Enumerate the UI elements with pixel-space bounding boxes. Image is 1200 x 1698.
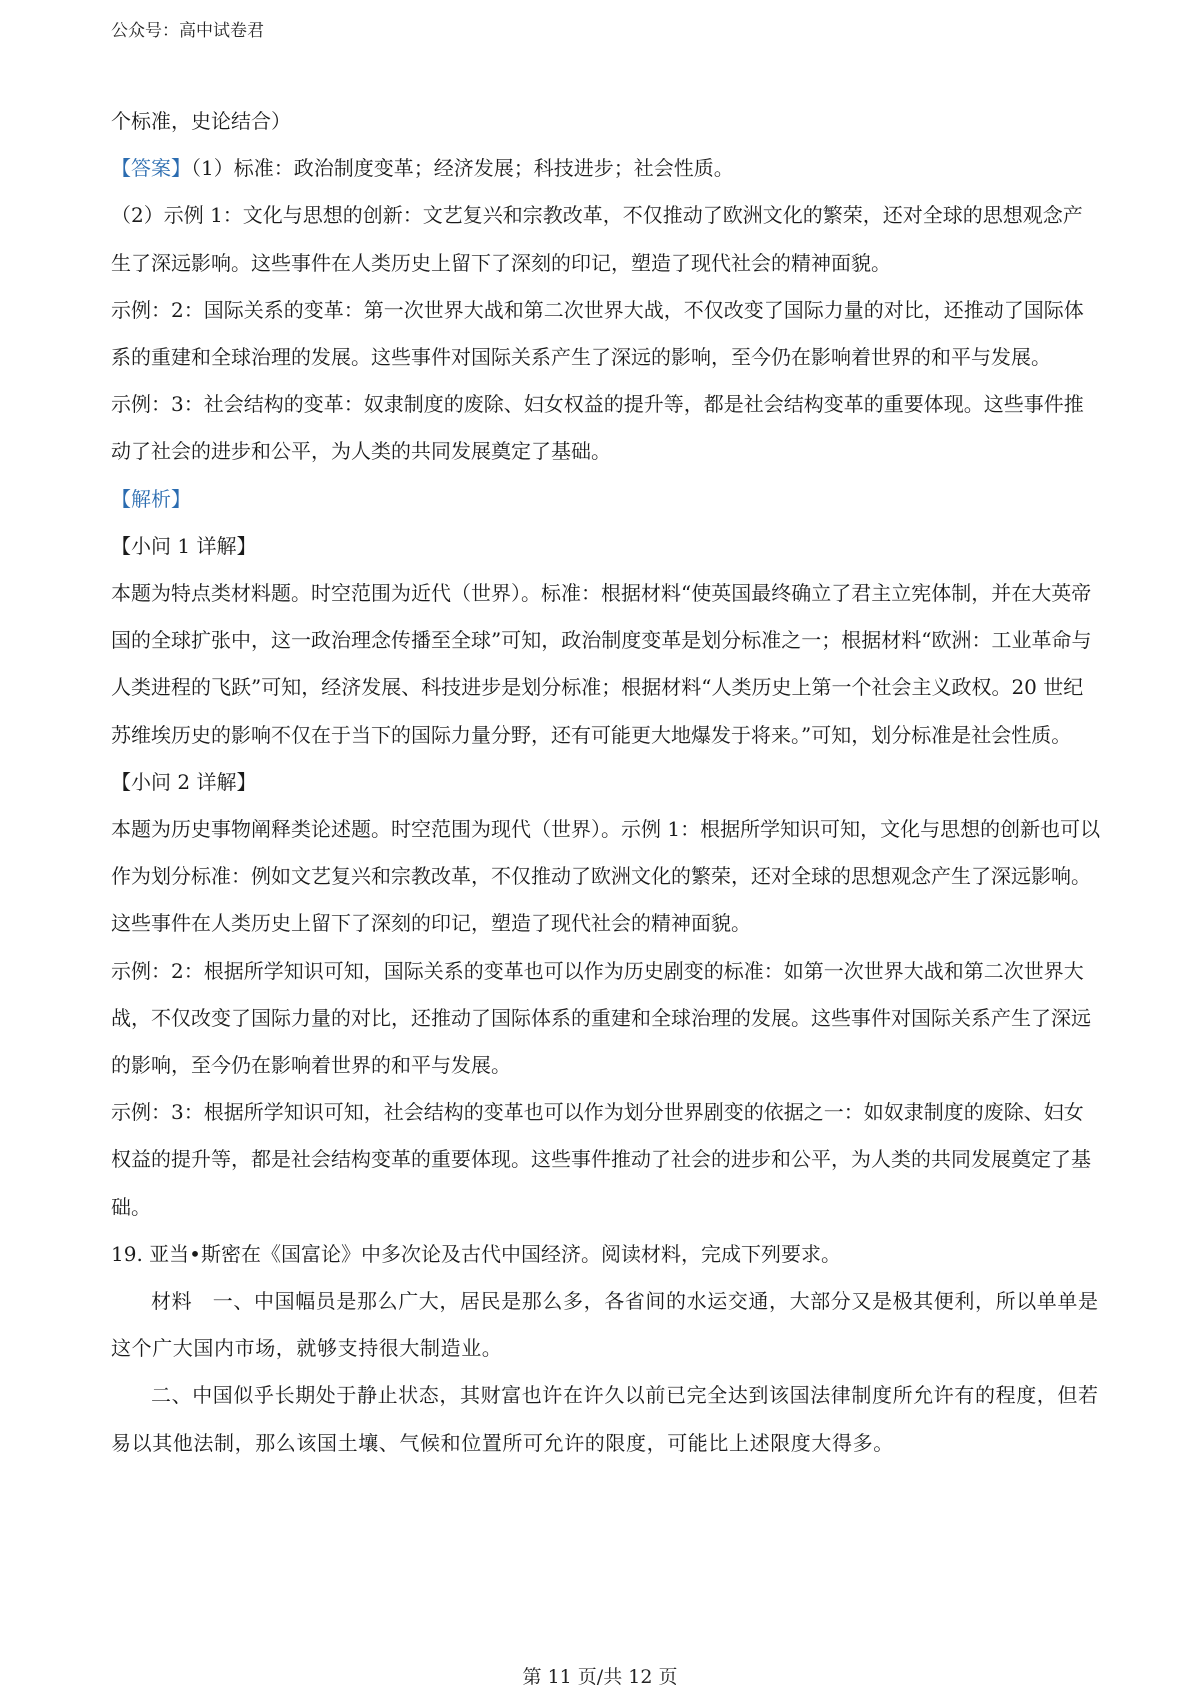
sub-question-2-text-2: 示例：2：根据所学知识可知，国际关系的变革也可以作为历史剧变的标准：如第一次世界大战和第二次世界大战，不仅改变了国际力量的对比，还推动了国际体系的重建和全球治理的发展。这些事件对国际关系产生了深远的影响，至今仍在影响着世界的和平与发展。 [111, 958, 1091, 1078]
answer-paragraph-2: （2）示例 1：文化与思想的创新：文艺复兴和宗教改革，不仅推动了欧洲文化的繁荣，还对全球的思想观念产生了深远影响。这些事件在人类历史上留下了深刻的印记，塑造了现代社会的精神面貌。 [111, 203, 1083, 275]
answer-text-1: （1）标准：政治制度变革；经济发展；科技进步；社会性质。 [191, 156, 734, 181]
answer-paragraph-4: 示例：3：社会结构的变革：奴隶制度的废除、妇女权益的提升等，都是社会结构变革的重要体现。这些事件推动了社会的进步和公平，为人类的共同发展奠定了基础。 [111, 392, 1084, 464]
analysis-tag: 【解析】 [111, 486, 191, 511]
source-header: 公众号：高中试卷君 [111, 21, 264, 41]
sub-question-1-heading: 【小问 1 详解】 [111, 533, 257, 558]
document-body [111, 98, 1101, 1467]
question-19-material-1: 材料 一、中国幅员是那么广大，居民是那么多，各省间的水运交通，大部分又是极其便利，所以单单是这个广大国内市场，就够支持很大制造业。 [111, 1289, 1099, 1361]
sub-question-2-text-3: 示例：3：根据所学知识可知，社会结构的变革也可以作为划分世界剧变的依据之一：如奴隶制度的废除、妇女权益的提升等，都是社会结构变革的重要体现。这些事件推动了社会的进步和公平，为人类的共同发展奠定了基础。 [111, 1100, 1091, 1219]
question-19-stem: 19. 亚当•斯密在《国富论》中多次论及古代中国经济。阅读材料，完成下列要求。 [111, 1241, 841, 1266]
question-19-material-2: 二、中国似乎长期处于静止状态，其财富也许在许久以前已完全达到该国法律制度所允许有的程度，但若易以其他法制，那么该国土壤、气候和位置所可允许的限度，可能比上述限度大得多。 [111, 1383, 1099, 1455]
answer-tag: 【答案】 [111, 156, 191, 181]
sub-question-2-text-1: 本题为历史事物阐释类论述题。时空范围为现代（世界）。示例 1：根据所学知识可知，文化与思想的创新也可以作为划分标准：例如文艺复兴和宗教改革，不仅推动了欧洲文化的繁荣，还对全球的思想观念产生了深远影响。这些事件在人类历史上留下了深刻的印记，塑造了现代社会的精神面貌。 [111, 817, 1101, 936]
continued-question-line: 个标准，史论结合） [111, 109, 291, 133]
answer-paragraph-3: 示例：2：国际关系的变革：第一次世界大战和第二次世界大战，不仅改变了国际力量的对比，还推动了国际体系的重建和全球治理的发展。这些事件对国际关系产生了深远的影响，至今仍在影响着世界的和平与发展。 [111, 297, 1084, 370]
answer-paragraph-1 [111, 145, 1101, 192]
sub-question-1-text: 本题为特点类材料题。时空范围为近代（世界）。标准：根据材料“使英国最终确立了君主立宪体制，并在大英帝国的全球扩张中，这一政治理念传播至全球”可知，政治制度变革是划分标准之一；根据材料“欧洲：工业革命与人类进程的飞跃”可知，经济发展、科技进步是划分标准；根据材料“人类历史上第一个社会主义政权。20 世纪苏维埃历史的影响不仅在于当下的国际力量分野，还有可能更大地爆发于将来。”可知，划分标准是社会性质。 [111, 581, 1092, 747]
page-number: 第 11 页/共 12 页 [522, 1666, 678, 1688]
sub-question-2-heading: 【小问 2 详解】 [111, 769, 257, 794]
